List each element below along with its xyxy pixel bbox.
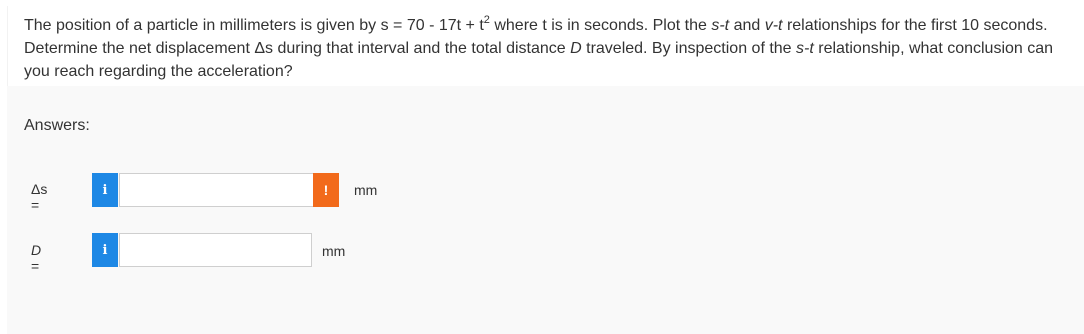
warning-icon[interactable]: ! [313, 173, 339, 207]
answers-panel [7, 86, 1084, 334]
question-text: The position of a particle in millimeters is given by $s = 70 - 17t + t^2$ where t is in seconds. Plot the s-t and v-t relationships for the first 10 seconds. Determine the net displacement Δs during that interval and the total distance D traveled. By inspection of the s-t relationship, what conclusion can you reach regarding the acceleration? [24, 13, 1054, 80]
info-icon[interactable]: i [92, 173, 118, 207]
displacement-unit: mm [354, 182, 378, 198]
distance-input[interactable] [119, 233, 312, 267]
distance-unit: mm [322, 243, 346, 259]
answers-heading: Answers: [24, 117, 90, 134]
distance-label: D = [31, 242, 42, 274]
displacement-input[interactable] [119, 173, 314, 207]
info-icon[interactable]: i [92, 233, 118, 267]
displacement-label: Δs = [31, 181, 48, 213]
